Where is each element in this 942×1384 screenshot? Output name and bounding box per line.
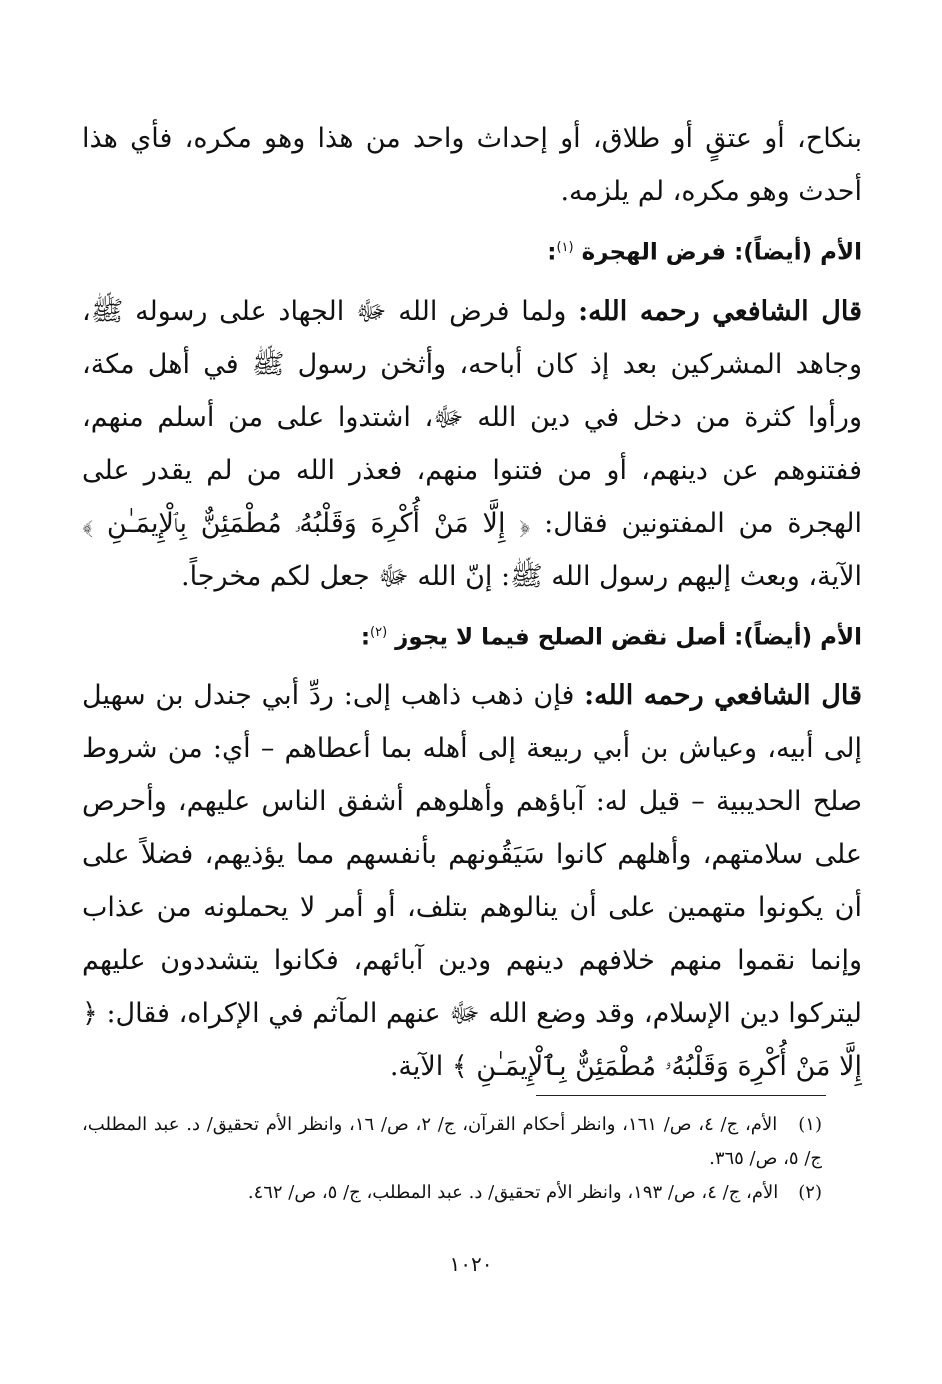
heading-text: الأم (أيضاً): أصل نقض الصلح فيما لا يجوز: [395, 624, 862, 651]
footnote-number: (٢): [798, 1182, 822, 1203]
section-heading-treaty: [82, 613, 862, 658]
footnotes: [82, 1108, 822, 1210]
footnote-divider: [536, 1095, 826, 1096]
paragraph-body: ولما فرض الله ﷻ الجهاد على رسوله ﷺ، وجاهد المشركين بعد إذ كان أباحه، وأثخن رسول ﷺ في أهل مكة، ورأوا كثرة من دخل في دين الله ﷻ، اشتدوا على من أسلم منهم، ففتنوهم عن دينهم، أو من فتنوا منهم، فعذر الله من لم يقدر على الهجرة من المفتونين فقال: ﴿ إِلَّا مَنْ أُكْرِهَ وَقَلْبُهُۥ مُطْمَئِنٌّ بِٱلْإِيمَـٰنِ ﴾ الآية، وبعث إليهم رسول الله ﷺ: إنّ الله ﷻ جعل لكم مخرجاً.: [82, 295, 863, 592]
heading-text: الأم (أيضاً): فرض الهجرة: [581, 239, 862, 266]
paragraph-lead: قال الشافعي رحمه الله:: [578, 295, 862, 327]
paragraph-treaty: [82, 669, 862, 1093]
footnote-number: (١): [798, 1114, 822, 1135]
footnote-ref: (١): [556, 240, 574, 255]
paragraph-lead: قال الشافعي رحمه الله:: [584, 680, 862, 712]
heading-colon: :: [360, 624, 371, 651]
footnote-text: الأم، ج/ ٤، ص/ ١٩٣، وانظر الأم تحقيق/ د. عبد المطلب، ج/ ٥، ص/ ٤٦٢.: [247, 1182, 779, 1203]
paragraph-hijra: [82, 285, 862, 603]
footnote-item: [82, 1108, 822, 1176]
page-number: ١٠٢٠: [449, 1252, 493, 1276]
heading-colon: :: [547, 239, 557, 266]
footnote-item: [82, 1176, 822, 1210]
footnote-ref: (٢): [370, 624, 388, 640]
footnote-text: الأم، ج/ ٤، ص/ ١٦١، وانظر أحكام القرآن، ج/ ٢، ص/ ١٦، وانظر الأم تحقيق/ د. عبد المطلب، ج/ ٥، ص/ ٣٦٥.: [82, 1114, 822, 1169]
intro-paragraph: بنكاح، أو عتقٍ أو طلاق، أو إحداث واحد من هذا وهو مكره، فأي هذا أحدث وهو مكره، لم يلزمه.: [82, 123, 862, 207]
main-text: [82, 112, 862, 1093]
paragraph-body: فإن ذهب ذاهب إلى: ردِّ أبي جندل بن سهيل إلى أبيه، وعياش بن أبي ربيعة إلى أهله بما أعطاهم – أي: من شروط صلح الحديبية – قيل له: آباؤهم وأهلوهم أشفق الناس عليهم، وأحرص على سلامتهم، وأهلهم كانوا سَيَقُونهم بأنفسهم مما يؤذيهم، فضلاً على أن يكونوا متهمين على أن ينالوهم بتلف، أو أمر لا يحملونه من عذاب وإنما نقموا منهم خلافهم دينهم ودين آبائهم، فكانوا يتشددون عليهم ليتركوا دين الإسلام، وقد وضع الله ﷻ عنهم المآثم في الإكراه، فقال: ﴿ إِلَّا مَنْ أُكْرِهَ وَقَلْبُهُۥ مُطْمَئِنٌّ بِٱلْإِيمَـٰنِ ﴾ الآية.: [82, 680, 862, 1083]
section-heading-hijra: [82, 228, 862, 273]
